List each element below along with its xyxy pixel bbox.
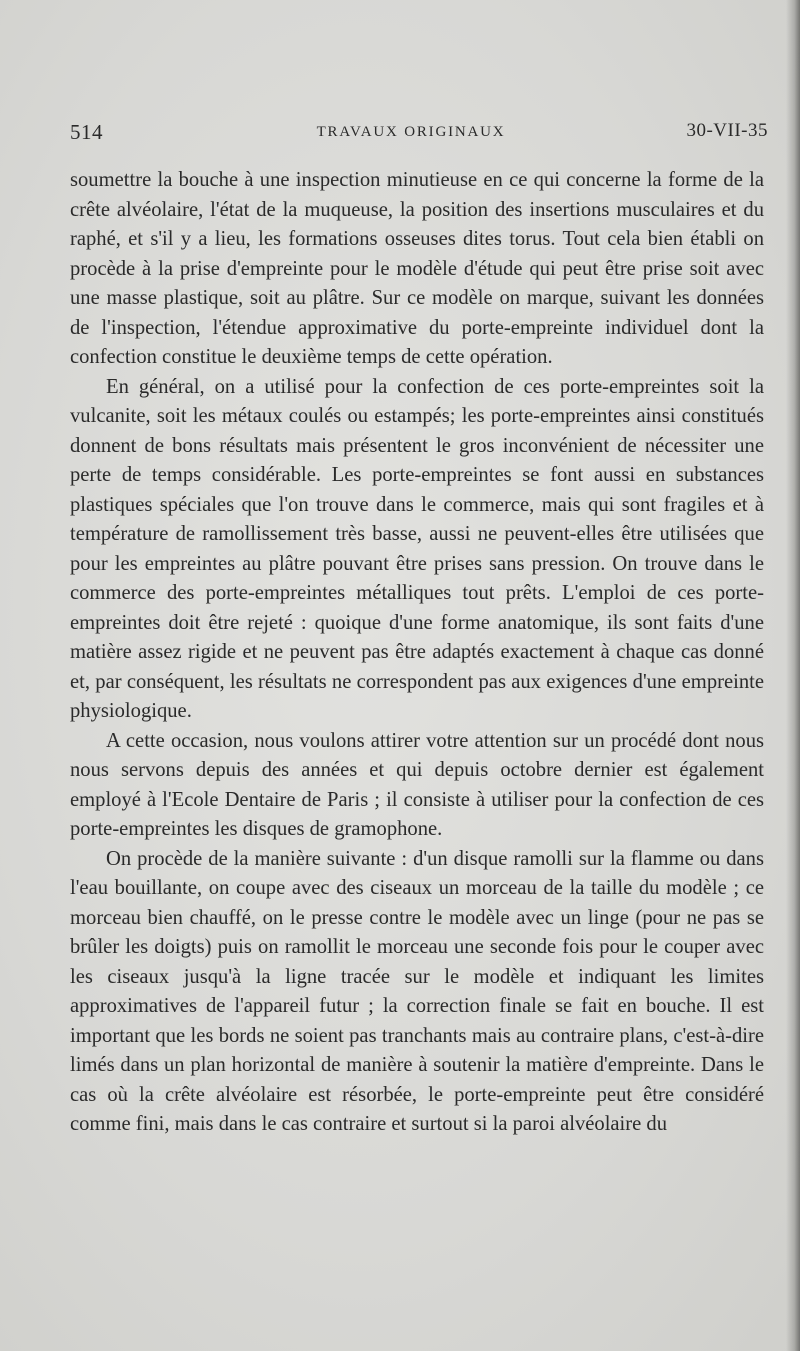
paragraph: soumettre la bouche à une inspection minutieuse en ce qui concerne la forme de la crête alvéolaire, l'état de la muqueuse, la position des insertions musculaires et du raphé, et s'il y a lieu, les formations osseuses dites torus. Tout cela bien établi on procède à la prise d'empreinte pour le modèle d'étude qui peut être prise soit avec une masse plastique, soit au plâtre. Sur ce modèle on marque, suivant les données de l'inspection, l'étendue approximative du porte-empreinte individuel dont la confection constitue le deuxième temps de cette opération. [70,169,764,368]
running-title: TRAVAUX ORIGINAUX [316,124,506,140]
page-number: 514 [70,120,103,144]
paragraph: En général, on a utilisé pour la confection de ces porte-empreintes soit la vulcanite, soit les métaux coulés ou estampés; les porte-empreintes ainsi constitués donnent de bons résultats mais présentent le gros inconvénient de nécessiter une perte de temps considérable. Les porte-empreintes se font aussi en substances plastiques spéciales que l'on trouve dans le commerce, mais qui sont fragiles et à température de ramollissement très basse, aussi ne peuvent-elles être utilisées que pour les empreintes au plâtre pouvant être prises sans pression. On trouve dans le commerce des porte-empreintes métalliques tout prêts. L'emploi de ces porte-empreintes doit être rejeté : quoique d'une forme anatomique, ils sont faits d'une matière assez rigide et ne peuvent pas être adaptés exactement à chaque cas donné et, par conséquent, les résultats ne correspondent pas aux exigences d'une empreinte physiologique. [70,375,764,722]
body-text [70,166,764,1140]
paragraph: On procède de la manière suivante : d'un disque ramolli sur la flamme ou dans l'eau bouillante, on coupe avec des ciseaux un morceau de la taille du modèle ; ce morceau bien chauffé, on le presse contre le modèle avec un linge (pour ne pas se brûler les doigts) puis on ramollit le morceau une seconde fois pour le couper avec les ciseaux jusqu'à la ligne tracée sur le modèle et indiquant les limites approximatives de l'appareil futur ; la correction finale se fait en bouche. Il est important que les bords ne soient pas tranchants mais au contraire plans, c'est-à-dire limés dans un plan horizontal de manière à soutenir la matière d'empreinte. Dans le cas où la crête alvéolaire est résorbée, le porte-empreinte peut être considéré comme fini, mais dans le cas contraire et surtout si la paroi alvéolaire du [70,847,764,1135]
paragraph: A cette occasion, nous voulons attirer votre attention sur un procédé dont nous nous servons depuis des années et qui depuis octobre dernier est également employé à l'Ecole Dentaire de Paris ; il consiste à utiliser pour la confection de ces porte-empreintes les disques de gramophone. [70,729,764,840]
page-spine-shadow [786,0,800,1351]
page-header [70,120,768,146]
header-date: 30-VII-35 [686,120,768,141]
